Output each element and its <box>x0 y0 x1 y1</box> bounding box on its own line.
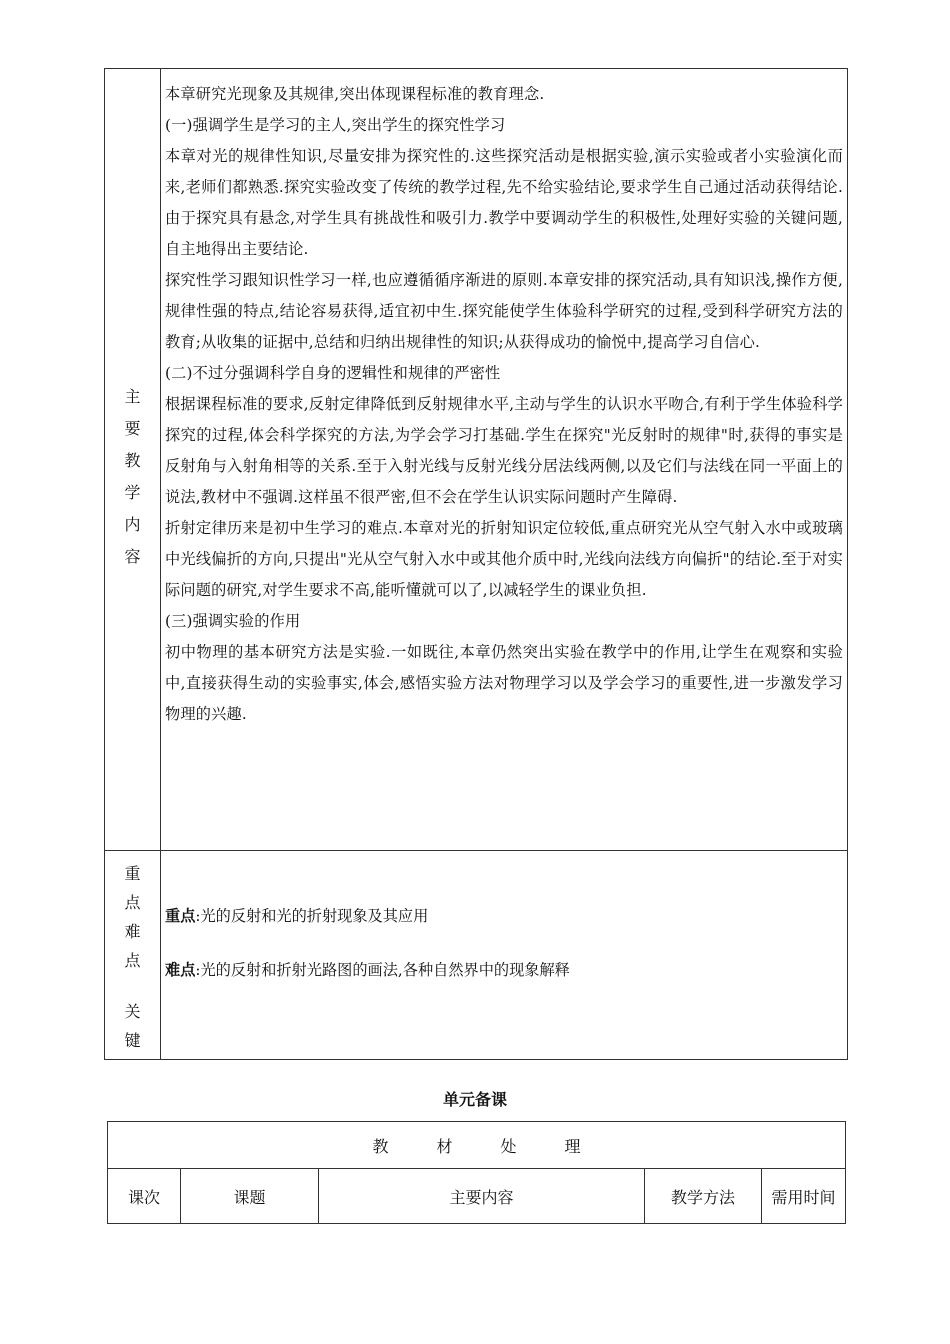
main-content-row <box>105 69 848 851</box>
unit-table <box>107 1121 846 1224</box>
unit-table-header-row <box>108 1122 846 1169</box>
label-char: 教 <box>124 451 141 470</box>
content-paragraph: 本章研究光现象及其规律,突出体现课程标准的教育理念. <box>165 85 545 103</box>
label-char: 键 <box>124 1031 141 1050</box>
main-content-label <box>105 69 160 573</box>
label-char: 重 <box>124 864 141 883</box>
unit-table-header: 教材处理 <box>108 1122 846 1169</box>
unit-table-columns-row <box>108 1169 846 1224</box>
main-content-text <box>161 69 847 740</box>
key-points-cell <box>161 851 848 1060</box>
key-point-line <box>165 889 843 943</box>
content-paragraph: (三)强调实验的作用 <box>165 612 301 630</box>
key-points-label-cell <box>105 851 161 1060</box>
unit-title: 单元备课 <box>442 1090 507 1109</box>
difficulty-line <box>165 943 843 997</box>
main-content-label-cell <box>105 69 161 851</box>
main-content-cell <box>161 69 848 851</box>
label-char: 点 <box>124 893 141 912</box>
label-char: 主 <box>124 387 141 406</box>
key-points-label <box>105 851 160 1059</box>
content-paragraph: (二)不过分强调科学自身的逻辑性和规律的严密性 <box>165 364 501 382</box>
label-char: 学 <box>124 483 141 502</box>
label-char: 要 <box>124 419 141 438</box>
column-header: 课题 <box>181 1169 319 1224</box>
content-paragraph: (一)强调学生是学习的主人,突出学生的探究性学习 <box>165 116 506 134</box>
label-char: 容 <box>124 547 141 566</box>
column-header: 需用时间 <box>762 1169 846 1224</box>
key-point-label: 重点 <box>165 907 196 925</box>
label-char: 难 <box>124 922 141 941</box>
content-paragraph: 初中物理的基本研究方法是实验.一如既往,本章仍然突出实验在教学中的作用,让学生在观察和实验中,直接获得生动的实验事实,体会,感悟实验方法对物理学习以及学会学习的重要性,进一步激发学习物理的兴趣. <box>165 643 843 723</box>
difficulty-value: :光的反射和折射光路图的画法,各种自然界中的现象解释 <box>195 961 570 979</box>
content-paragraph: 本章对光的规律性知识,尽量安排为探究性的.这些探究活动是根据实验,演示实验或者小实验演化而来,老师们都熟悉.探究实验改变了传统的教学过程,先不给实验结论,要求学生自己通过活动获得结论.由于探究具有悬念,对学生具有挑战性和吸引力.教学中要调动学生的积极性,处理好实验的关键问题,自主地得出主要结论. <box>165 147 843 258</box>
key-point-value: :光的反射和光的折射现象及其应用 <box>195 907 429 925</box>
content-paragraph: 探究性学习跟知识性学习一样,也应遵循循序渐进的原则.本章安排的探究活动,具有知识浅,操作方便,规律性强的特点,结论容易获得,适宜初中生.探究能使学生体验科学研究的过程,受到科学研究方法的教育;从收集的证据中,总结和归纳出规律性的知识;从获得成功的愉悦中,提高学习自信心. <box>165 271 843 351</box>
content-paragraph: 根据课程标准的要求,反射定律降低到反射规律水平,主动与学生的认识水平吻合,有利于学生体验科学探究的过程,体会科学探究的方法,为学会学习打基础.学生在探究"光反射时的规律"时,获得的事实是反射角与入射角相等的关系.至于入射光线与反射光线分居法线两侧,以及它们与法线在同一平面上的说法,教材中不强调.这样虽不很严密,但不会在学生认识实际问题时产生障碍. <box>165 395 843 506</box>
column-header: 教学方法 <box>645 1169 762 1224</box>
content-paragraph: 折射定律历来是初中生学习的难点.本章对光的折射知识定位较低,重点研究光从空气射入水中或玻璃中光线偏折的方向,只提出"光从空气射入水中或其他介质中时,光线向法线方向偏折"的结论.至于对实际问题的研究,对学生要求不高,能听懂就可以了,以减轻学生的课业负担. <box>165 519 843 599</box>
label-char: 关 <box>124 1002 141 1021</box>
difficulty-label: 难点 <box>165 961 196 979</box>
key-points-row <box>105 851 848 1060</box>
label-char: 点 <box>124 951 141 970</box>
key-points-text <box>161 851 847 997</box>
column-header: 课次 <box>108 1169 181 1224</box>
teaching-plan-table <box>104 68 848 1060</box>
label-char: 内 <box>124 515 141 534</box>
column-header: 主要内容 <box>319 1169 645 1224</box>
